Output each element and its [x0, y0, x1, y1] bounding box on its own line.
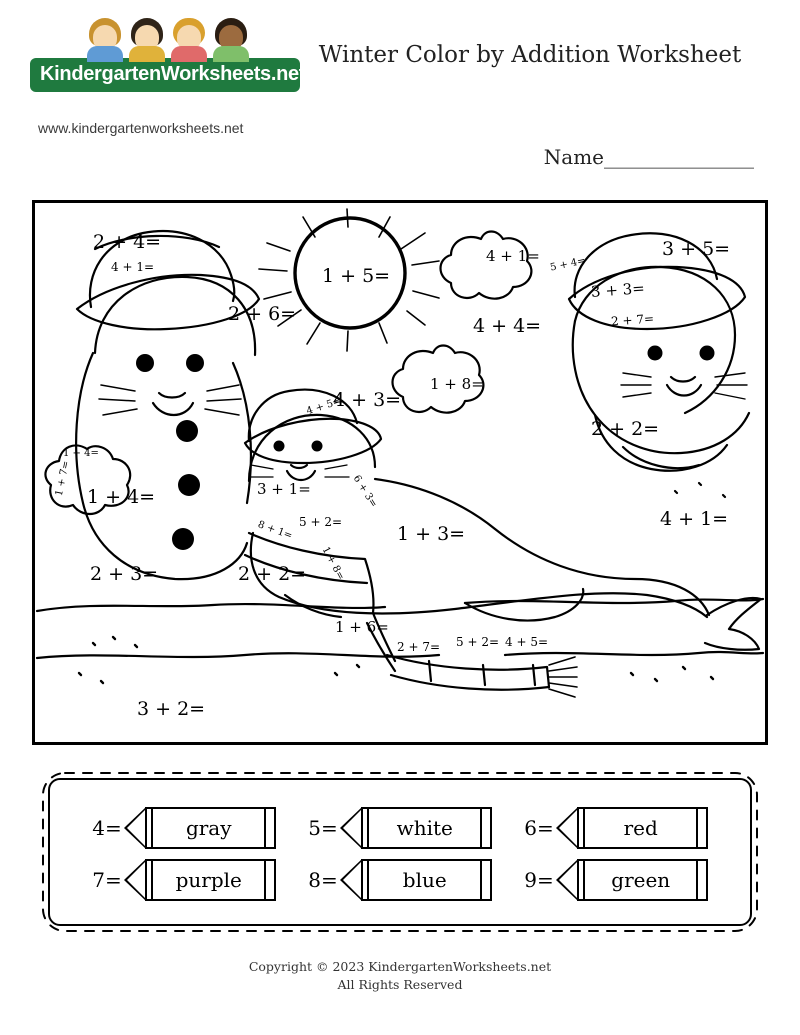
kid-avatar-2 [127, 18, 167, 62]
equation-label: 2 + 3= [90, 563, 159, 585]
site-logo[interactable] [30, 18, 306, 92]
crayon-icon [340, 807, 492, 849]
color-key-label: blue [402, 868, 447, 892]
equation-label: 3 + 1= [257, 480, 311, 498]
color-key-label: purple [175, 868, 242, 892]
color-key-number: 4= [92, 816, 122, 840]
kid-avatar-3 [169, 18, 209, 62]
crayon-icon [556, 859, 708, 901]
color-key-item [76, 802, 292, 854]
equation-label: 4 + 1= [486, 247, 540, 265]
color-key-label: white [396, 816, 453, 840]
equation-label: 4 + 4= [473, 315, 542, 337]
equation-label: 1 + 4= [63, 448, 99, 459]
coloring-picture [32, 200, 768, 745]
equation-label: 1 + 6= [335, 618, 389, 636]
logo-banner [30, 58, 306, 92]
equation-label: 2 + 7= [610, 311, 655, 329]
color-key-number: 9= [524, 868, 554, 892]
crayon-icon [124, 859, 276, 901]
color-key-label: gray [185, 816, 232, 840]
logo-text: KindergartenWorksheets.net [40, 63, 306, 85]
equation-label: 3 + 3= [590, 279, 646, 301]
page-footer [0, 958, 800, 994]
equation-label: 2 + 7= [397, 640, 441, 654]
crayon-icon [556, 807, 708, 849]
page-header [0, 0, 800, 169]
equation-label: 2 + 6= [228, 303, 297, 325]
copyright-text: Copyright © 2023 KindergartenWorksheets.net [248, 959, 552, 974]
kid-avatar-1 [85, 18, 125, 62]
equation-label: 4 + 1= [660, 508, 729, 530]
equation-label: 2 + 4= [93, 231, 162, 253]
equation-label: 3 + 5= [662, 238, 731, 260]
name-field-label: Name_______________ [543, 145, 754, 169]
equation-label: 1 + 7= [53, 459, 73, 498]
color-key-number: 7= [92, 868, 122, 892]
equation-label: 1 + 4= [87, 486, 156, 508]
rights-text: All Rights Reserved [337, 977, 463, 993]
equation-label: 1 + 8= [319, 545, 347, 582]
equation-label: 5 + 4= [549, 255, 587, 274]
kids-illustration [36, 18, 300, 62]
equation-label: 4 + 5= [305, 395, 343, 418]
equation-label: 4 + 5= [505, 635, 549, 649]
color-key-grid [76, 802, 724, 906]
color-key-item [76, 854, 292, 906]
equation-label: 3 + 2= [137, 698, 206, 720]
equation-label: 6 + 3= [350, 473, 380, 510]
color-key-item [508, 802, 724, 854]
page-title: Winter Color by Addition Worksheet [318, 42, 742, 68]
color-key-label: green [611, 868, 671, 892]
equation-label: 1 + 3= [397, 523, 466, 545]
site-url: www.kindergartenworksheets.net [38, 120, 244, 136]
equation-label: 1 + 8= [430, 375, 484, 393]
color-key [38, 768, 762, 936]
equation-label: 8 + 1= [256, 519, 294, 542]
color-key-number: 6= [524, 816, 554, 840]
equation-label: 1 + 5= [322, 265, 391, 287]
color-key-inner-frame [48, 778, 752, 926]
color-key-label: red [623, 816, 658, 840]
color-key-item [292, 854, 508, 906]
crayon-icon [340, 859, 492, 901]
coloring-line-art [35, 203, 765, 742]
equation-label: 4 + 3= [333, 389, 402, 411]
equation-label: 2 + 2= [591, 418, 660, 440]
kid-avatar-4 [211, 18, 251, 62]
crayon-icon [124, 807, 276, 849]
equation-label: 5 + 2= [299, 515, 343, 529]
color-key-number: 8= [308, 868, 338, 892]
color-key-item [292, 802, 508, 854]
equation-label: 4 + 1= [111, 260, 155, 274]
color-key-item [508, 854, 724, 906]
color-key-number: 5= [308, 816, 338, 840]
equation-label: 2 + 2= [238, 563, 307, 585]
equation-label: 5 + 2= [456, 635, 500, 649]
